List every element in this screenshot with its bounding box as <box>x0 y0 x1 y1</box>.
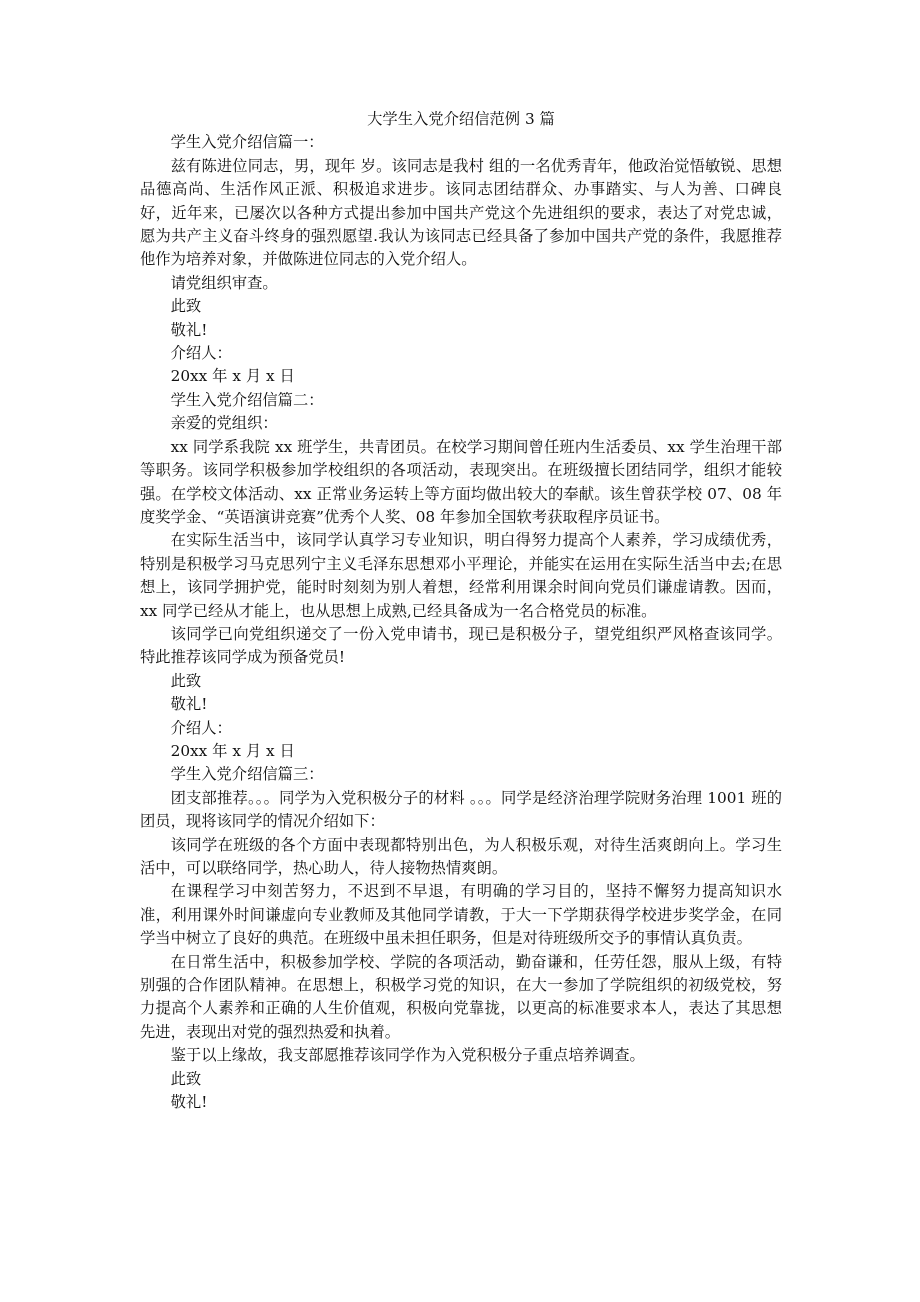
paragraph: 团支部推荐。。。同学为入党积极分子的材料 。。。同学是经济治理学院财务治理 1001 班的团员，现将该同学的情况介绍如下： <box>140 788 782 831</box>
paragraph: 此致 <box>170 1069 202 1088</box>
paragraph: 兹有陈进位同志，男，现年 岁。该同志是我村 组的一名优秀青年，他政治觉悟敏锐、思想品德高尚、生活作风正派、积极追求进步。该同志团结群众、办事踏实、与人为善、口碑良好，近年来，已屡次以各种方式提出参加中国共产党这个先进组织的要求，表达了对党忠诚，愿为共产主义奋斗终身的强烈愿望.我认为该同志已经具备了参加中国共产党的条件，我愿推荐他作为培养对象，并做陈进位同志的入党介绍人。 <box>140 156 782 269</box>
paragraph: 介绍人： <box>170 344 232 363</box>
paragraph: 此致 <box>170 297 202 316</box>
paragraph: xx 同学系我院 xx 班学生，共青团员。在校学习期间曾任班内生活委员、xx 学生治理干部等职务。该同学积极参加学校组织的各项活动，表现突出。在班级擅长团结同学，组织才能较强。在学校文体活动、xx 正常业务运转上等方面均做出较大的奉献。该生曾获学校 07、08 年度奖学金、“英语演讲竞赛”优秀个人奖、08 年参加全国软考获取程序员证书。 <box>140 437 782 526</box>
paragraph: 请党组织审查。 <box>170 273 278 292</box>
paragraph: 亲爱的党组织： <box>170 414 278 433</box>
paragraph: 此致 <box>170 671 202 690</box>
paragraph: 在日常生活中，积极参加学校、学院的各项活动，勤奋谦和，任劳任怨，服从上级，有特别强的合作团队精神。在思想上，积极学习党的知识，在大一参加了学院组织的初级党校，努力提高个人素养和正确的人生价值观，积极向党靠拢，以更高的标准要求本人，表达了其思想先进，表现出对党的强烈热爱和执着。 <box>140 952 782 1041</box>
document-title: 大学生入党介绍信范例 3 篇 <box>367 110 555 128</box>
paragraph: 介绍人： <box>170 718 232 737</box>
paragraph: 该同学已向党组织递交了一份入党申请书，现已是积极分子，望党组织严风格查该同学。 特此推荐该同学成为预备党员! <box>140 624 782 667</box>
paragraph: 该同学在班级的各个方面中表现都特别出色，为人积极乐观，对待生活爽朗向上。学习生活中，可以联络同学，热心助人，待人接物热情爽朗。 <box>140 835 782 877</box>
paragraph: 在课程学习中刻苦努力，不迟到不早退，有明确的学习目的，坚持不懈努力提高知识水准，利用课外时间谦虚向专业教师及其他同学请教，于大一下学期获得学校进步奖学金，在同学当中树立了良好的典范。在班级中虽未担任职务，但是对待班级所交予的事情认真负责。 <box>140 882 782 948</box>
document-page <box>140 108 782 1114</box>
paragraph: 学生入党介绍信篇二： <box>170 390 324 409</box>
paragraph: 鉴于以上缘故，我支部愿推荐该同学作为入党积极分子重点培养调查。 <box>170 1046 645 1065</box>
paragraph: 在实际生活当中，该同学认真学习专业知识，明白得努力提高个人素养，学习成绩优秀，特别是积极学习马克思列宁主义毛泽东思想邓小平理论，并能实在运用在实际生活当中去;在思想上，该同学拥护党，能时时刻刻为别人着想，经常利用课余时间向党员们谦虚请教。因而，xx 同学已经从才能上，也从思想上成熟,已经具备成为一名合格党员的标准。 <box>140 531 782 620</box>
paragraph: 学生入党介绍信篇三： <box>170 765 324 784</box>
paragraph: 学生入党介绍信篇一： <box>170 133 324 152</box>
paragraph: 20xx 年 x 月 x 日 <box>170 741 295 760</box>
paragraph: 敬礼! <box>170 1093 208 1112</box>
paragraph: 敬礼! <box>170 695 208 714</box>
paragraph: 20xx 年 x 月 x 日 <box>170 367 295 386</box>
paragraph: 敬礼! <box>170 320 208 339</box>
